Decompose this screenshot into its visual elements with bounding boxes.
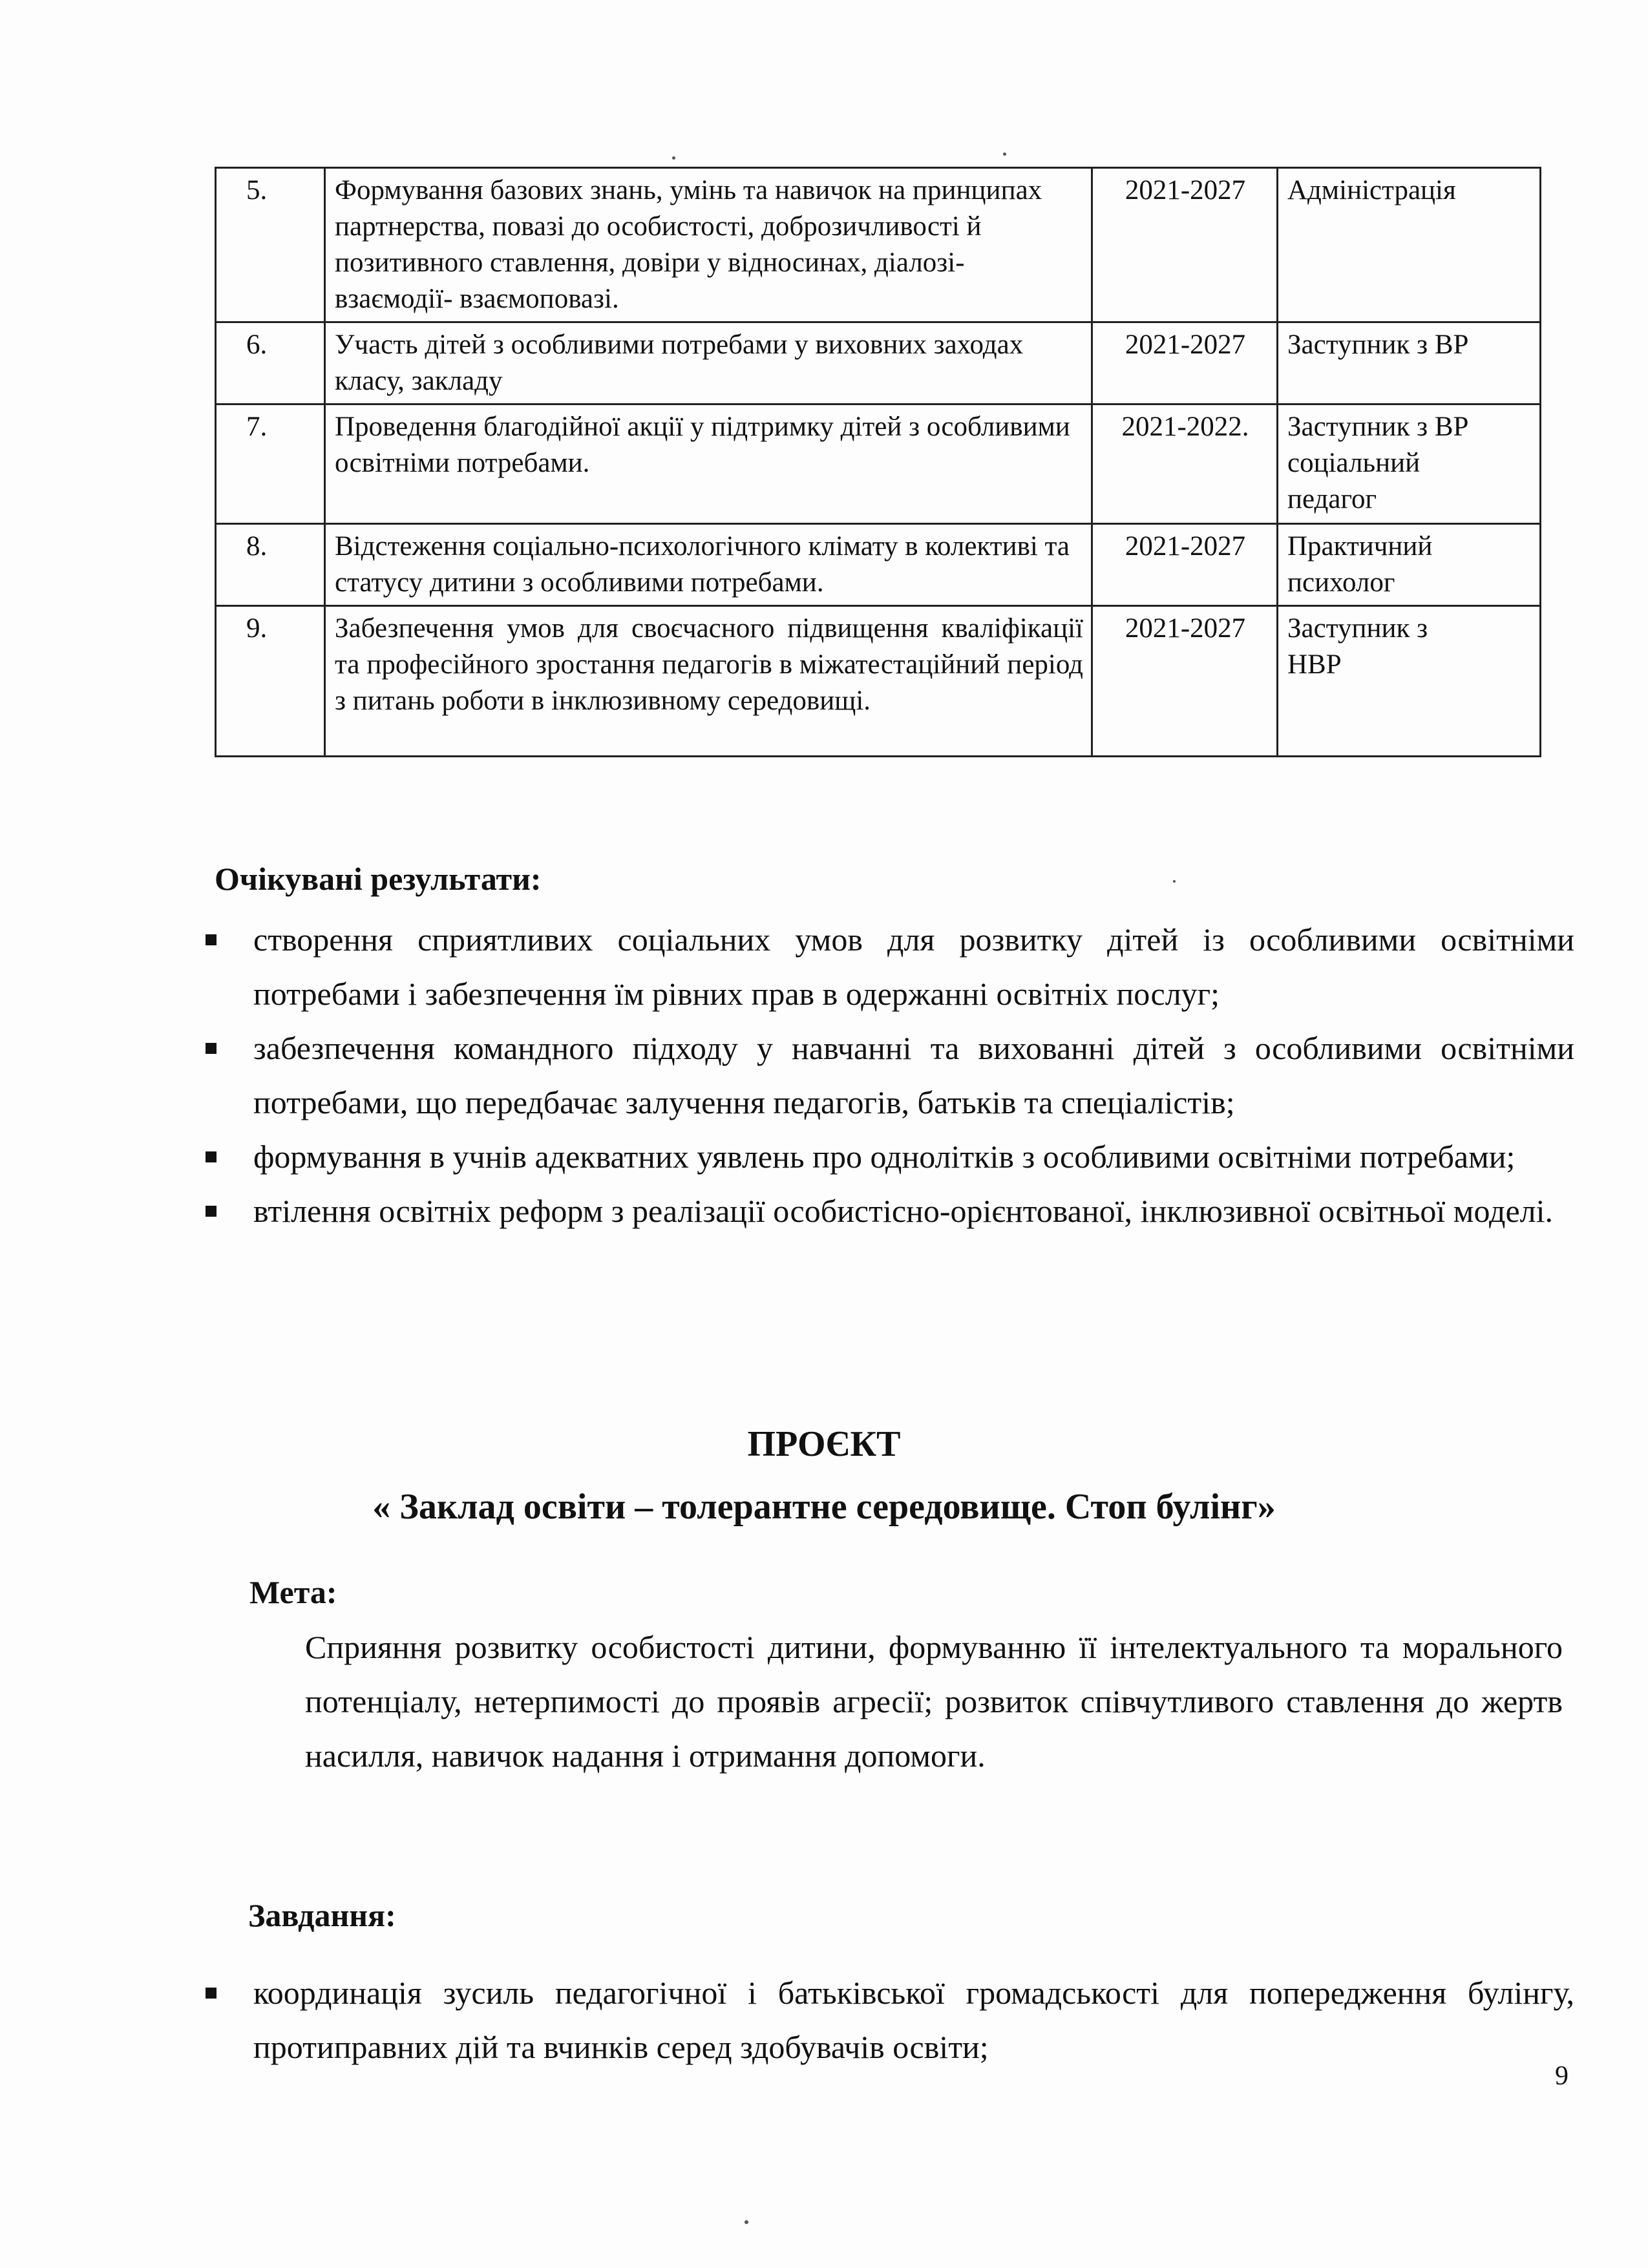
scan-speck xyxy=(1003,152,1006,156)
bullet-square-icon xyxy=(206,1151,217,1162)
activity-cell: Проведення благодійної акції у підтримку дітей з особливими освітніми потребами. xyxy=(325,404,1092,524)
scan-speck xyxy=(745,2220,748,2224)
table-row xyxy=(216,168,1541,322)
bullet-square-icon xyxy=(206,1988,217,1999)
list-item-text: втілення освітніх реформ з реалізації особистісно-орієнтованої, інклюзивної освітньої моделі. xyxy=(253,1193,1553,1229)
table-row xyxy=(216,524,1541,606)
expected-results-heading: Очікувані результати: xyxy=(215,861,542,897)
goal-heading: Мета: xyxy=(249,1574,337,1610)
responsible-cell xyxy=(1278,322,1541,404)
row-number: 7. xyxy=(216,404,325,524)
list-item xyxy=(202,1021,1574,1129)
row-number: 6. xyxy=(216,322,325,404)
tasks-list xyxy=(202,1966,1574,2074)
responsible-cell xyxy=(1278,606,1541,757)
list-item xyxy=(202,1129,1574,1184)
responsible-line: Практичний xyxy=(1287,531,1433,562)
row-number: 8. xyxy=(216,524,325,606)
responsible-line: педагог xyxy=(1287,484,1377,514)
responsible-line: Заступник з ВР xyxy=(1287,412,1469,442)
responsible-cell xyxy=(1278,404,1541,524)
list-item xyxy=(202,1966,1574,2074)
period-cell: 2021-2027 xyxy=(1092,606,1278,757)
row-number: 5. xyxy=(216,168,325,322)
period-cell: 2021-2022. xyxy=(1092,404,1278,524)
list-item-text: формування в учнів адекватних уявлень про однолітків з особливими освітніми потребами; xyxy=(253,1139,1516,1175)
bullet-square-icon xyxy=(206,1043,217,1054)
table-row xyxy=(216,322,1541,404)
period-cell: 2021-2027 xyxy=(1092,168,1278,322)
responsible-line: Адміністрація xyxy=(1287,175,1456,205)
activity-cell: Формування базових знань, умінь та навичок на принципах партнерства, повазі до особистості, доброзичливості й позитивного ставлення, довіри у відносинах, діалозі- взаємодії- взаємоповазі. xyxy=(325,168,1092,322)
bullet-square-icon xyxy=(206,1206,217,1217)
expected-results-list xyxy=(202,912,1574,1238)
table-row xyxy=(216,404,1541,524)
responsible-line: психолог xyxy=(1287,567,1395,598)
responsible-line: Заступник з ВР xyxy=(1287,330,1469,360)
responsible-line: соціальний xyxy=(1287,448,1421,478)
list-item-text: координація зусиль педагогічної і батьківської громадськості для попередження булінгу, протиправних дій та вчинків серед здобувачів освіти; xyxy=(253,1975,1574,2065)
table-row xyxy=(216,606,1541,757)
activity-cell: Забезпечення умов для своєчасного підвищення кваліфікації та професійного зростання педагогів в міжатестаційний період з питань роботи в інклюзивному середовищі. xyxy=(325,606,1092,757)
responsible-line: Заступник з xyxy=(1287,613,1428,644)
bullet-square-icon xyxy=(206,934,217,945)
period-cell: 2021-2027 xyxy=(1092,524,1278,606)
activity-cell: Відстеження соціально-психологічного клімату в колективі та статусу дитини з особливими потребами. xyxy=(325,524,1092,606)
activity-cell: Участь дітей з особливими потребами у виховних заходах класу, закладу xyxy=(325,322,1092,404)
page-number: 9 xyxy=(1555,2061,1569,2091)
responsible-cell xyxy=(1278,524,1541,606)
list-item-text: створення сприятливих соціальних умов для розвитку дітей із особливими освітніми потребами і забезпечення їм рівних прав в одержанні освітніх послуг; xyxy=(253,921,1574,1012)
list-item-text: забезпечення командного підходу у навчанні та вихованні дітей з особливими освітніми потребами, що передбачає залучення педагогів, батьків та спеціалістів; xyxy=(253,1030,1574,1120)
responsible-cell xyxy=(1278,168,1541,322)
activity-plan-table xyxy=(215,167,1541,757)
list-item xyxy=(202,1184,1574,1238)
tasks-heading: Завдання: xyxy=(248,1897,396,1933)
row-number: 9. xyxy=(216,606,325,757)
list-item xyxy=(202,912,1574,1021)
scan-speck xyxy=(672,156,675,160)
scan-speck xyxy=(1173,880,1176,883)
responsible-line: НВР xyxy=(1287,649,1342,680)
project-title: « Заклад освіти – толерантне середовище. Стоп булінг» xyxy=(372,1487,1276,1527)
project-label: ПРОЄКТ xyxy=(747,1424,901,1464)
period-cell: 2021-2027 xyxy=(1092,322,1278,404)
goal-text: Сприяння розвитку особистості дитини, формуванню її інтелектуального та морального потенціалу, нетерпимості до проявів агресії; розвиток співчутливого ставлення до жертв насилля, навичок надання і отримання допомоги. xyxy=(305,1629,1563,1774)
